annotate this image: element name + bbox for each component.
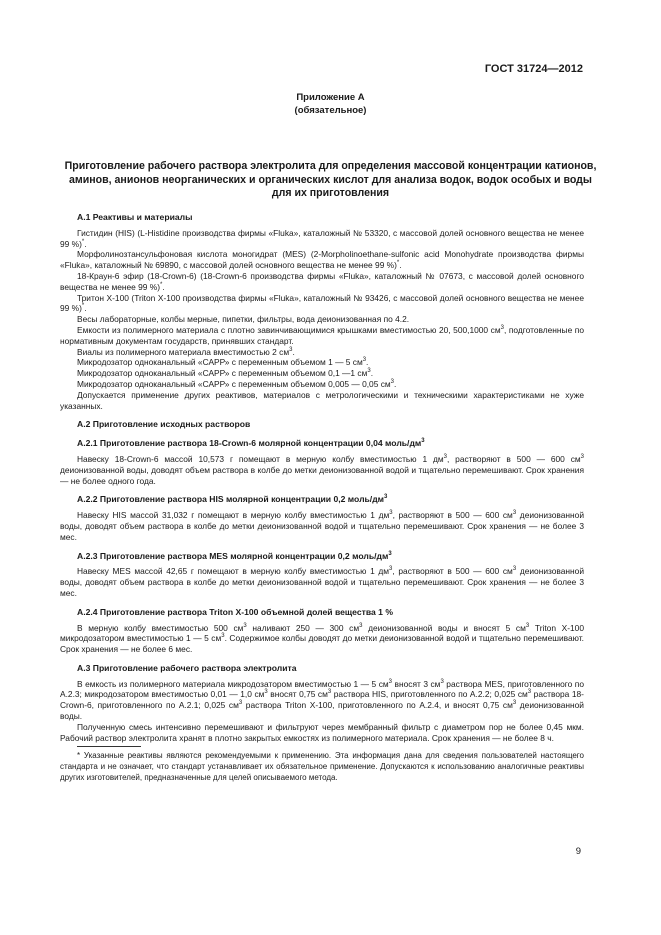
standard-code: ГОСТ 31724—2012 (484, 63, 583, 75)
paragraph: Гистидин (HIS) (L-Histidine производства фирмы «Fluka», каталожный № 53320, с массовой долей основного вещества не менее 99 %)*. (60, 227, 584, 249)
paragraph: Навеску MES массой 42,65 г помещают в мерную колбу вместимостью 1 $дм^3$, растворяют в 500 — 600 $см^3$ деионизованной воды, доводят объем раствора в колбе до метки деионизованной водой и тщательно перемешивают. Срок хранения — не более 3 мес. (60, 566, 585, 598)
subsection-heading: А.2.3 Приготовление раствора MES молярной концентрации 0,2 моль/$дм^3$ (77, 550, 392, 561)
paragraph: Допускается применение других реактивов, материалов с метрологическими и техническими характеристиками не хуже указанных. (60, 389, 584, 411)
section-heading: А.1 Реактивы и материалы (77, 212, 193, 222)
paragraph: Виалы из полимерного материала вместимостью 2 $см^3$. (77, 346, 295, 357)
appendix-status: (обязательное) (294, 105, 367, 116)
paragraph: В мерную колбу вместимостью 500 $см^3$ наливают 250 — 300 $см^3$ деионизованной воды и вносят 5 $см^3$ Triton X-100 микродозатором вместимостью 1 — 5 $см^3$. Содержимое колбы доводят до метки деионизованной водой и тщательно перемешивают. Срок хранения — не более 6 мес. (60, 622, 585, 655)
footnote-divider (77, 746, 141, 747)
subsection-heading: А.2.4 Приготовление раствора Triton X-100 объемной долей вещества 1 % (77, 606, 393, 617)
paragraph: Навеску 18-Crown-6 массой 10,573 г помещают в мерную колбу вместимостью 1 $дм^3$, растворяют в 500 — 600 $см^3$ деионизованной воды, доводят объем раствора в колбе до метки деионизованной водой и тщательно перемешивают. Срок хранения — не более одного года. (60, 453, 584, 486)
document-body (60, 212, 584, 783)
section-heading: А.3 Приготовление рабочего раствора электролита (77, 662, 297, 673)
paragraph: Микродозатор одноканальный «САРР» с переменным объемом 1 — 5 $см^3$. (77, 357, 369, 368)
paragraph: Морфолинозтансульфоновая кислота моногидрат (MES) (2-Morpholinoethane-sulfonic acid Monohydrate производства фирмы «Fluka», каталожный № 69890, с массовой долей основного вещества не менее 99 %)*. (60, 249, 584, 271)
subsection-heading: А.2.1 Приготовление раствора 18-Crown-6 молярной концентрации 0,04 моль/$дм^3$ (77, 438, 425, 449)
paragraph: Навеску HIS массой 31,032 г помещают в мерную колбу вместимостью 1 $дм^3$, растворяют в 500 — 600 $см^3$ деионизованной воды, доводят объем раствора в колбе до метки деионизованной водой и тщательно перемешивают. Срок хранения — не более 3 мес. (60, 510, 584, 542)
paragraph: Емкости из полимерного материала с плотно завинчивающимися крышками вместимостью 20, 500,1000 $см^3$, подготовленные по нормативным документам государств, принявших стандарт. (60, 324, 585, 346)
paragraph: В емкость из полимерного материала микродозатором вместимостью 1 — 5 $см^3$ вносят 3 $см^3$ раствора MES, приготовленного по А.2.3; микродозатором вместимостью 0,01 — 1,0 $см^3$ вносят 0,75 $см^3$ раствора HIS, приготовленного по А.2.2; 0,025 $см^3$ раствора 18-Crown-6, приготовленного по А.2.1; 0,025 $см^3$ раствора Triton X-100, приготовленного по А.2.4, и вносят 0,75 $см^3$ деионизованной воды. (60, 678, 584, 722)
paragraph: Микродозатор одноканальный «САРР» с переменным объемом 0,005 — 0,05 $см^3$. (77, 378, 397, 389)
paragraph: Тритон X-100 (Triton X-100 производства фирмы «Fluka», каталожный № 93426, с массовой долей основного вещества не менее 99 %)*. (60, 292, 584, 314)
page-number: 9 (575, 846, 581, 857)
footnote: * Указанные реактивы являются рекомендуемыми к применению. Эта информация дана для сведения пользователей настоящего стандарта и не означает, что стандарт устанавливает их обязательное применение. Допускаются к использованию аналогичные реактивы других изготовителей, предназначенные для целей описываемого метода. (60, 751, 584, 782)
paragraph: Микродозатор одноканальный «САРР» с переменным объемом 0,1 —1 $см^3$. (77, 368, 374, 379)
document-title: Приготовление рабочего раствора электролита для определения массовой концентрации катионов, аминов, анионов неорганических и органических кислот для анализа водок, водок особых и воды для их приготовления (64, 160, 597, 200)
paragraph: Весы лабораторные, колбы мерные, пипетки, фильтры, вода деионизованная по 4.2. (77, 314, 410, 325)
paragraph: Полученную смесь интенсивно перемешивают и фильтруют через мембранный фильтр с диаметром пор не более 0,45 мкм. Рабочий раствор электролита хранят в плотно закрытых емкостях из полимерного материала. Срок хранения — не более 8 ч. (60, 721, 584, 743)
subsection-heading: А.2.2 Приготовление раствора HIS молярной концентрации 0,2 моль/$дм^3$ (77, 494, 388, 505)
section-heading: А.2 Приготовление исходных растворов (77, 419, 251, 430)
appendix-title: Приложение А (296, 92, 365, 103)
paragraph: 18-Краун-6 эфир (18-Crown-6) (18-Crown-6 производства фирмы «Fluka», каталожный № 07673, с массовой долей основного вещества не менее 99 %)*. (60, 270, 584, 292)
